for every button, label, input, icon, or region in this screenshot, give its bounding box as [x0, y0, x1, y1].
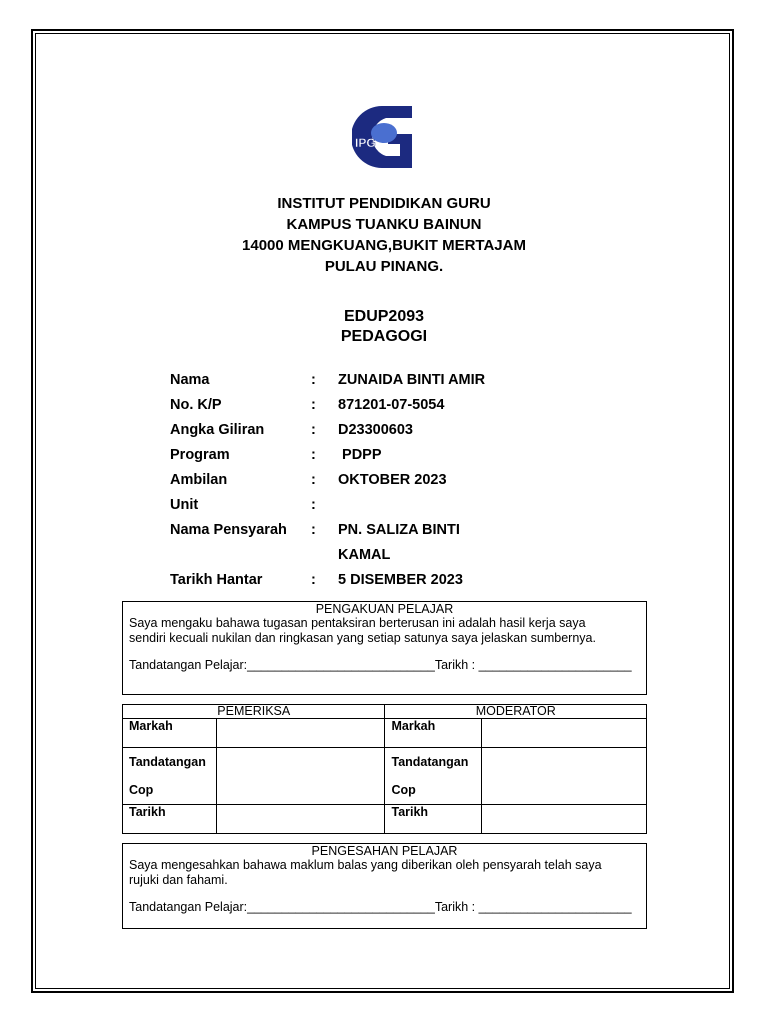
pengesahan-text-2: rujuki dan fahami. [129, 873, 228, 887]
pemeriksa-tarikh-label: Tarikh [123, 805, 217, 834]
course-name: PEDAGOGI [340, 328, 428, 345]
pengesahan-heading: PENGESAHAN PELAJAR [311, 844, 458, 858]
institution-line: PULAU PINANG. [324, 258, 444, 275]
institution-line: KAMPUS TUANKU BAINUN [286, 216, 482, 233]
info-value: PN. SALIZA BINTI [338, 522, 460, 538]
info-label: Nama Pensyarah [170, 522, 287, 538]
pemeriksa-tarikh-cell [216, 805, 385, 834]
info-value: OKTOBER 2023 [338, 472, 447, 488]
info-label: Program [170, 447, 230, 463]
info-separator: : [311, 522, 316, 538]
info-value: 871201-07-5054 [338, 397, 445, 413]
pengesahan-signature-line: Tandatangan Pelajar:___________________________Tarikh : ______________________ [129, 900, 632, 914]
info-separator: : [311, 572, 316, 588]
info-separator: : [311, 397, 316, 413]
pengesahan-box [122, 843, 647, 929]
moderator-heading: MODERATOR [385, 705, 647, 719]
moderator-tarikh-label: Tarikh [385, 805, 482, 834]
pengakuan-text-2: sendiri kecuali nukilan dan ringkasan yang setiap satunya saya jelaskan sumbernya. [129, 631, 596, 645]
institution-header [0, 193, 768, 277]
info-separator: : [311, 447, 316, 463]
pengesahan-text-1: Saya mengesahkan bahawa maklum balas yang diberikan oleh pensyarah telah saya [129, 858, 602, 872]
info-label: Ambilan [170, 472, 228, 488]
pengakuan-heading: PENGAKUAN PELAJAR [315, 602, 454, 616]
pemeriksa-tandatangan-cop-label [123, 748, 217, 805]
pengakuan-text-1: Saya mengaku bahawa tugasan pentaksiran berterusan ini adalah hasil kerja saya [129, 616, 586, 630]
pemeriksa-markah-label: Markah [123, 719, 217, 748]
info-value: ZUNAIDA BINTI AMIR [338, 372, 486, 388]
moderator-markah-cell [482, 719, 647, 748]
info-value: 5 DISEMBER 2023 [338, 572, 463, 588]
course-header [0, 307, 768, 347]
cop-label: Cop [129, 783, 154, 797]
moderator-tarikh-cell [482, 805, 647, 834]
info-value: PDPP [338, 447, 382, 463]
pemeriksa-heading: PEMERIKSA [123, 705, 385, 719]
info-separator: : [311, 472, 316, 488]
moderator-tandatangan-cop-label [385, 748, 482, 805]
info-label: Angka Giliran [170, 422, 265, 438]
logo-text: IPG [355, 136, 376, 150]
institution-line: INSTITUT PENDIDIKAN GURU [277, 195, 491, 212]
info-label: Unit [170, 497, 199, 513]
info-label: No. K/P [170, 397, 222, 413]
info-value: D23300603 [338, 422, 413, 438]
pemeriksa-markah-cell [216, 719, 385, 748]
tandatangan-label: Tandatangan [391, 755, 469, 769]
tandatangan-label: Tandatangan [129, 755, 206, 769]
course-code: EDUP2093 [343, 308, 425, 325]
ipg-logo [352, 104, 414, 170]
info-separator: : [311, 372, 316, 388]
assessment-table [122, 704, 647, 834]
info-separator: : [311, 422, 316, 438]
moderator-tandatangan-cell [482, 748, 647, 805]
pengakuan-signature-line: Tandatangan Pelajar:___________________________Tarikh : ______________________ [129, 658, 632, 672]
pengakuan-box [122, 601, 647, 695]
info-value: KAMAL [338, 547, 391, 563]
cop-label: Cop [391, 783, 416, 797]
pemeriksa-tandatangan-cell [216, 748, 385, 805]
info-separator: : [311, 497, 316, 513]
info-label: Tarikh Hantar [170, 572, 263, 588]
info-label: Nama [170, 372, 210, 388]
institution-line: 14000 MENGKUANG,BUKIT MERTAJAM [242, 237, 526, 254]
moderator-markah-label: Markah [385, 719, 482, 748]
